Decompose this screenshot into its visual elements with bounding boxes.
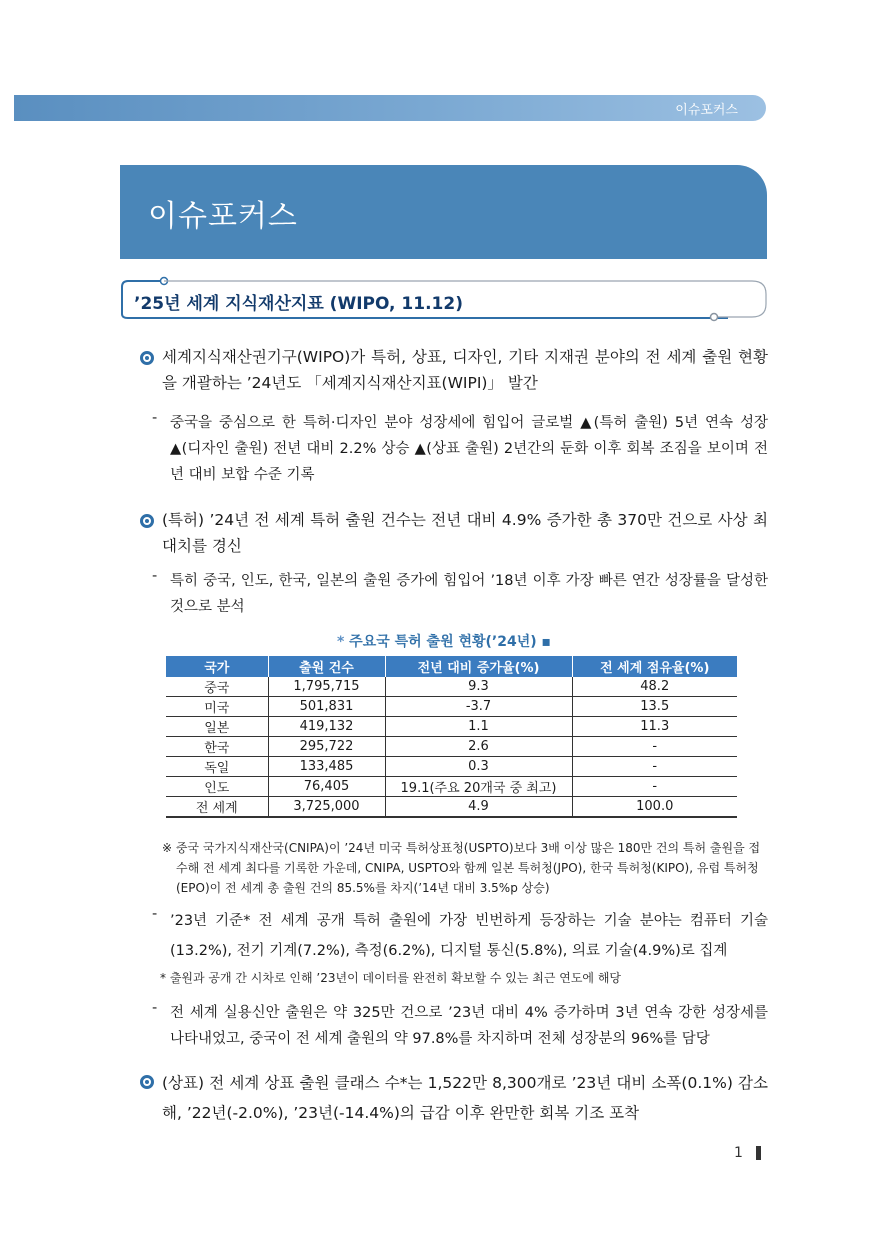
table-cell: 1.1 bbox=[385, 717, 572, 737]
patent-table bbox=[166, 656, 737, 818]
bullet-3-text: (상표) 전 세계 상표 출원 클래스 수*는 1,522만 8,300개로 ’23년 대비 소폭(0.1%) 감소해, ’22년(-2.0%), ’23년(-14.4%)의 급감 이후 완만한 회복 기조 포착 bbox=[162, 1074, 768, 1122]
table-cell: - bbox=[572, 777, 737, 797]
bullet-1-text: 세계지식재산권기구(WIPO)가 특허, 상표, 디자인, 기타 지재권 분야의 전 세계 출원 현황을 개괄하는 ’24년도 「세계지식재산지표(WIPI)」 발간 bbox=[162, 348, 768, 392]
table-cell: 0.3 bbox=[385, 757, 572, 777]
table-cell: -3.7 bbox=[385, 697, 572, 717]
table-cell: 인도 bbox=[166, 777, 268, 797]
bullet-1-sub-1: 중국을 중심으로 한 특허·디자인 분야 성장세에 힘입어 글로벌 ▲(특허 출원) 5년 연속 성장 ▲(디자인 출원) 전년 대비 2.2% 상승 ▲(상표 출원) 2년간의 둔화 이후 회복 조짐을 보이며 전년 대비 보합 수준 기록 bbox=[170, 415, 768, 483]
page-number-bar bbox=[756, 1146, 761, 1160]
table-cell: 419,132 bbox=[268, 717, 385, 737]
table-cell: 19.1(주요 20개국 중 최고) bbox=[385, 777, 572, 797]
table-row bbox=[166, 697, 737, 717]
page-number: 1 bbox=[734, 1145, 743, 1161]
dash-marker: - bbox=[152, 568, 158, 584]
section-title: 이슈포커스 bbox=[148, 199, 298, 234]
bullet-icon bbox=[140, 1075, 154, 1089]
table-header-cell: 국가 bbox=[166, 656, 268, 677]
table-row bbox=[166, 677, 737, 697]
table-cell: 295,722 bbox=[268, 737, 385, 757]
subheading-text: ’25년 세계 지식재산지표 (WIPO, 11.12) bbox=[134, 294, 463, 314]
bullet-2-sub-1: 특히 중국, 인도, 한국, 일본의 출원 증가에 힘입어 ’18년 이후 가장 빠른 연간 성장률을 달성한 것으로 분석 bbox=[170, 573, 768, 615]
header-band-label: 이슈포커스 bbox=[675, 103, 738, 118]
table-row bbox=[166, 737, 737, 757]
dash-marker: - bbox=[152, 1000, 158, 1016]
table-cell: 한국 bbox=[166, 737, 268, 757]
table-row bbox=[166, 757, 737, 777]
table-row-total bbox=[166, 797, 737, 818]
table-cell: 4.9 bbox=[385, 797, 572, 818]
table-header-row bbox=[166, 656, 737, 677]
table-cell: 133,485 bbox=[268, 757, 385, 777]
table-cell: 501,831 bbox=[268, 697, 385, 717]
table-cell: 중국 bbox=[166, 677, 268, 697]
table-row bbox=[166, 717, 737, 737]
tech-field-text: ’23년 기준* 전 세계 공개 특허 출원에 가장 빈번하게 등장하는 기술 분야는 컴퓨터 기술(13.2%), 전기 기계(7.2%), 측정(6.2%), 디지털 통신(5.8%), 의료 기술(4.9%)로 집계 bbox=[170, 913, 768, 959]
table-cell: 미국 bbox=[166, 697, 268, 717]
utility-model-text: 전 세계 실용신안 출원은 약 325만 건으로 ’23년 대비 4% 증가하며 3년 연속 강한 성장세를 나타내었고, 중국이 전 세계 출원의 약 97.8%를 차지하며 전체 성장분의 96%를 담당 bbox=[170, 1005, 768, 1047]
table-cell: - bbox=[572, 737, 737, 757]
table-note: ※ 중국 국가지식재산국(CNIPA)이 ’24년 미국 특허상표청(USPTO)보다 3배 이상 많은 180만 건의 특허 출원을 접수해 전 세계 최다를 기록한 가운데, CNIPA, USPTO와 함께 일본 특허청(JPO), 한국 특허청(KIPO), 유럽 특허청(EPO)이 전 세계 총 출원 건의 85.5%를 차지(’14년 대비 3.5%p 상승) bbox=[162, 841, 761, 895]
bullet-icon bbox=[140, 351, 154, 365]
table-cell: 76,405 bbox=[268, 777, 385, 797]
dash-marker: - bbox=[152, 906, 158, 922]
table-cell: 2.6 bbox=[385, 737, 572, 757]
table-cell: 1,795,715 bbox=[268, 677, 385, 697]
table-cell: 48.2 bbox=[572, 677, 737, 697]
dash-marker: - bbox=[152, 410, 158, 426]
table-header-cell: 전 세계 점유율(%) bbox=[572, 656, 737, 677]
table-row bbox=[166, 777, 737, 797]
bullet-icon bbox=[140, 514, 154, 528]
footnote: * 출원과 공개 간 시차로 인해 ’23년이 데이터를 완전히 확보할 수 있는 최근 연도에 해당 bbox=[160, 971, 622, 985]
table-cell: 9.3 bbox=[385, 677, 572, 697]
table-title: * 주요국 특허 출원 현황(’24년) ▪ bbox=[336, 634, 552, 650]
table-cell: 100.0 bbox=[572, 797, 737, 818]
table-header-cell: 출원 건수 bbox=[268, 656, 385, 677]
bullet-2-text: (특허) ’24년 전 세계 특허 출원 건수는 전년 대비 4.9% 증가한 총 370만 건으로 사상 최대치를 경신 bbox=[162, 511, 768, 555]
subheading-frame bbox=[120, 276, 768, 326]
table-cell: 3,725,000 bbox=[268, 797, 385, 818]
table-cell: 일본 bbox=[166, 717, 268, 737]
section-title-box bbox=[120, 165, 767, 259]
header-band bbox=[14, 95, 766, 121]
table-header-cell: 전년 대비 증가율(%) bbox=[385, 656, 572, 677]
table-cell: 전 세계 bbox=[166, 797, 268, 818]
table-cell: 11.3 bbox=[572, 717, 737, 737]
table-cell: 독일 bbox=[166, 757, 268, 777]
table-cell: 13.5 bbox=[572, 697, 737, 717]
table-cell: - bbox=[572, 757, 737, 777]
